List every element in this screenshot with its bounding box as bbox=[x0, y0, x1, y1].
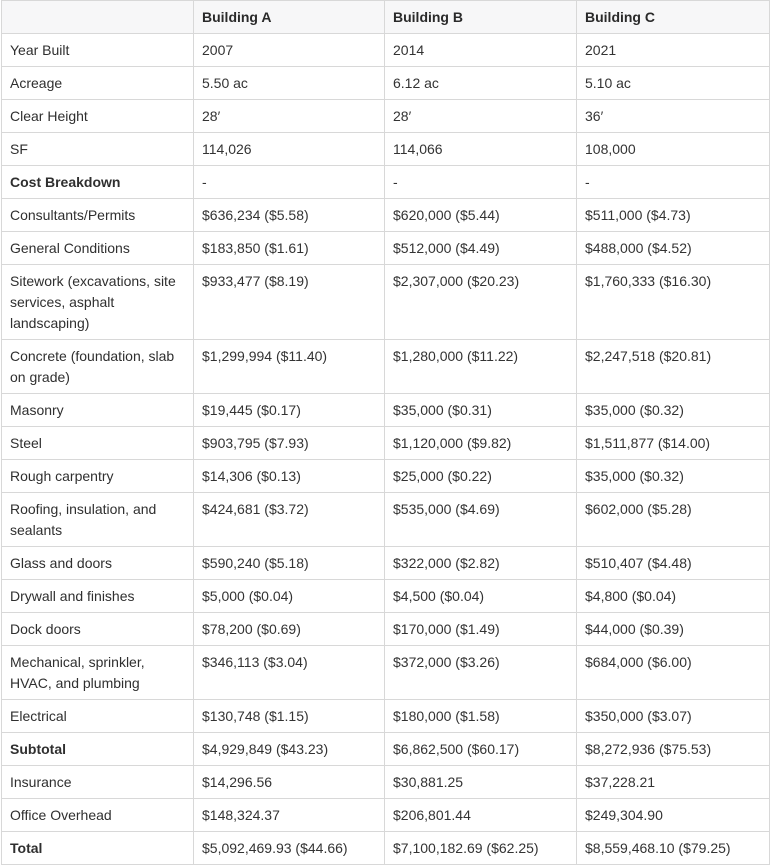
row-label: Cost Breakdown bbox=[2, 166, 194, 199]
cell-building-a: $933,477 ($8.19) bbox=[194, 265, 385, 340]
table-row bbox=[2, 199, 770, 232]
row-label: Sitework (excavations, site services, asphalt landscaping) bbox=[2, 265, 194, 340]
table-row bbox=[2, 133, 770, 166]
row-label: Roofing, insulation, and sealants bbox=[2, 493, 194, 547]
row-label: Mechanical, sprinkler, HVAC, and plumbing bbox=[2, 646, 194, 700]
row-label: SF bbox=[2, 133, 194, 166]
cell-building-b: $1,120,000 ($9.82) bbox=[385, 427, 577, 460]
cell-building-a: $19,445 ($0.17) bbox=[194, 394, 385, 427]
cell-building-b: $170,000 ($1.49) bbox=[385, 613, 577, 646]
cell-building-a: $183,850 ($1.61) bbox=[194, 232, 385, 265]
cell-building-a: 28′ bbox=[194, 100, 385, 133]
cell-building-c: $44,000 ($0.39) bbox=[577, 613, 770, 646]
cell-building-b: $30,881.25 bbox=[385, 766, 577, 799]
row-label: Clear Height bbox=[2, 100, 194, 133]
cell-building-c: $511,000 ($4.73) bbox=[577, 199, 770, 232]
cell-building-a: $14,296.56 bbox=[194, 766, 385, 799]
table-row bbox=[2, 700, 770, 733]
cost-comparison-table bbox=[1, 0, 770, 865]
cell-building-c: 36′ bbox=[577, 100, 770, 133]
header-building-a: Building A bbox=[194, 1, 385, 34]
cell-building-a: 114,026 bbox=[194, 133, 385, 166]
table-row bbox=[2, 232, 770, 265]
row-label: General Conditions bbox=[2, 232, 194, 265]
cell-building-b: $35,000 ($0.31) bbox=[385, 394, 577, 427]
header-corner-cell bbox=[2, 1, 194, 34]
cell-building-b: 6.12 ac bbox=[385, 67, 577, 100]
row-label: Year Built bbox=[2, 34, 194, 67]
cell-building-c: $488,000 ($4.52) bbox=[577, 232, 770, 265]
cell-building-a: 2007 bbox=[194, 34, 385, 67]
cell-building-c: 2021 bbox=[577, 34, 770, 67]
row-label: Glass and doors bbox=[2, 547, 194, 580]
table-row bbox=[2, 799, 770, 832]
cell-building-a: $130,748 ($1.15) bbox=[194, 700, 385, 733]
cell-building-a: $1,299,994 ($11.40) bbox=[194, 340, 385, 394]
table-row bbox=[2, 427, 770, 460]
cell-building-b: $25,000 ($0.22) bbox=[385, 460, 577, 493]
table-row bbox=[2, 394, 770, 427]
cell-building-b: $512,000 ($4.49) bbox=[385, 232, 577, 265]
row-label: Subtotal bbox=[2, 733, 194, 766]
row-label: Acreage bbox=[2, 67, 194, 100]
cell-building-a: $903,795 ($7.93) bbox=[194, 427, 385, 460]
cell-building-a: $78,200 ($0.69) bbox=[194, 613, 385, 646]
cell-building-b: $2,307,000 ($20.23) bbox=[385, 265, 577, 340]
cell-building-c: $2,247,518 ($20.81) bbox=[577, 340, 770, 394]
row-label: Steel bbox=[2, 427, 194, 460]
cell-building-a: 5.50 ac bbox=[194, 67, 385, 100]
cell-building-a: $5,000 ($0.04) bbox=[194, 580, 385, 613]
header-building-c: Building C bbox=[577, 1, 770, 34]
cell-building-b: 114,066 bbox=[385, 133, 577, 166]
table-row bbox=[2, 67, 770, 100]
row-label: Electrical bbox=[2, 700, 194, 733]
cell-building-b: $620,000 ($5.44) bbox=[385, 199, 577, 232]
cell-building-c: $602,000 ($5.28) bbox=[577, 493, 770, 547]
cell-building-a: $590,240 ($5.18) bbox=[194, 547, 385, 580]
table-row bbox=[2, 166, 770, 199]
cell-building-a: $5,092,469.93 ($44.66) bbox=[194, 832, 385, 865]
cell-building-a: $148,324.37 bbox=[194, 799, 385, 832]
table-row bbox=[2, 613, 770, 646]
header-building-b: Building B bbox=[385, 1, 577, 34]
cell-building-c: $1,760,333 ($16.30) bbox=[577, 265, 770, 340]
cell-building-b: $1,280,000 ($11.22) bbox=[385, 340, 577, 394]
cell-building-b: 2014 bbox=[385, 34, 577, 67]
cell-building-c: $35,000 ($0.32) bbox=[577, 460, 770, 493]
table-row bbox=[2, 265, 770, 340]
table-row bbox=[2, 460, 770, 493]
cell-building-a: - bbox=[194, 166, 385, 199]
cell-building-a: $636,234 ($5.58) bbox=[194, 199, 385, 232]
cell-building-b: $322,000 ($2.82) bbox=[385, 547, 577, 580]
row-label: Dock doors bbox=[2, 613, 194, 646]
cell-building-a: $14,306 ($0.13) bbox=[194, 460, 385, 493]
cell-building-a: $4,929,849 ($43.23) bbox=[194, 733, 385, 766]
cell-building-c: $510,407 ($4.48) bbox=[577, 547, 770, 580]
table-row bbox=[2, 832, 770, 865]
table-row bbox=[2, 646, 770, 700]
row-label: Concrete (foundation, slab on grade) bbox=[2, 340, 194, 394]
cell-building-c: 5.10 ac bbox=[577, 67, 770, 100]
cell-building-c: $8,272,936 ($75.53) bbox=[577, 733, 770, 766]
cell-building-c: $35,000 ($0.32) bbox=[577, 394, 770, 427]
row-label: Total bbox=[2, 832, 194, 865]
table-row bbox=[2, 547, 770, 580]
table-row bbox=[2, 34, 770, 67]
cell-building-c: $1,511,877 ($14.00) bbox=[577, 427, 770, 460]
row-label: Office Overhead bbox=[2, 799, 194, 832]
table-body bbox=[2, 34, 770, 865]
table-row bbox=[2, 493, 770, 547]
cell-building-b: $4,500 ($0.04) bbox=[385, 580, 577, 613]
row-label: Insurance bbox=[2, 766, 194, 799]
cell-building-b: $6,862,500 ($60.17) bbox=[385, 733, 577, 766]
cell-building-a: $346,113 ($3.04) bbox=[194, 646, 385, 700]
cell-building-b: - bbox=[385, 166, 577, 199]
table-row bbox=[2, 340, 770, 394]
table-header bbox=[2, 1, 770, 34]
row-label: Drywall and finishes bbox=[2, 580, 194, 613]
cell-building-c: $249,304.90 bbox=[577, 799, 770, 832]
cell-building-c: $37,228.21 bbox=[577, 766, 770, 799]
table-row bbox=[2, 766, 770, 799]
row-label: Consultants/Permits bbox=[2, 199, 194, 232]
row-label: Rough carpentry bbox=[2, 460, 194, 493]
cell-building-a: $424,681 ($3.72) bbox=[194, 493, 385, 547]
cell-building-b: $180,000 ($1.58) bbox=[385, 700, 577, 733]
header-row bbox=[2, 1, 770, 34]
table-row bbox=[2, 733, 770, 766]
cell-building-c: 108,000 bbox=[577, 133, 770, 166]
cell-building-c: $684,000 ($6.00) bbox=[577, 646, 770, 700]
row-label: Masonry bbox=[2, 394, 194, 427]
cell-building-c: $8,559,468.10 ($79.25) bbox=[577, 832, 770, 865]
cell-building-c: - bbox=[577, 166, 770, 199]
cell-building-b: $7,100,182.69 ($62.25) bbox=[385, 832, 577, 865]
cell-building-b: $206,801.44 bbox=[385, 799, 577, 832]
cell-building-b: $372,000 ($3.26) bbox=[385, 646, 577, 700]
cell-building-c: $350,000 ($3.07) bbox=[577, 700, 770, 733]
cell-building-b: 28′ bbox=[385, 100, 577, 133]
table-row bbox=[2, 100, 770, 133]
cell-building-c: $4,800 ($0.04) bbox=[577, 580, 770, 613]
cell-building-b: $535,000 ($4.69) bbox=[385, 493, 577, 547]
table-row bbox=[2, 580, 770, 613]
